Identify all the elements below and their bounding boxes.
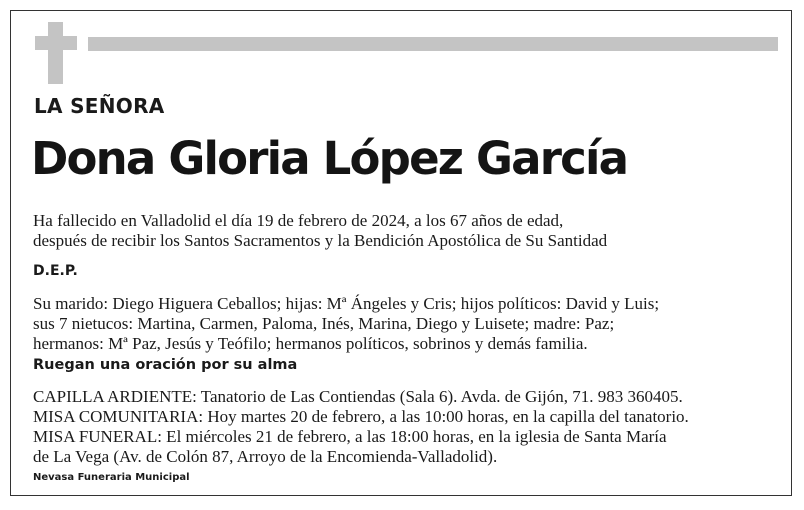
- family-line: hermanos: Mª Paz, Jesús y Teófilo; hermanos políticos, sobrinos y demás familia.: [33, 334, 588, 353]
- announcement-paragraph: [33, 211, 607, 251]
- announcement-line: Ha fallecido en Valladolid el día 19 de febrero de 2024, a los 67 años de edad,: [33, 211, 564, 230]
- funeral-home-credit: Nevasa Funeraria Municipal: [33, 472, 190, 483]
- deceased-name: Dona Gloria López García: [31, 132, 628, 185]
- cross-vertical-bar: [48, 22, 63, 84]
- dep-label: D.E.P.: [33, 263, 78, 279]
- family-line: sus 7 nietucos: Martina, Carmen, Paloma, Inés, Marina, Diego y Luisete; madre: Paz;: [33, 314, 615, 333]
- family-paragraph: [33, 294, 659, 354]
- services-paragraph: [33, 387, 689, 467]
- service-line: de La Vega (Av. de Colón 87, Arroyo de la Encomienda-Valladolid).: [33, 447, 498, 466]
- header-rule: [88, 37, 778, 51]
- service-line: MISA COMUNITARIA: Hoy martes 20 de febrero, a las 10:00 horas, en la capilla del tanatorio.: [33, 407, 689, 426]
- service-line: CAPILLA ARDIENTE: Tanatorio de Las Contiendas (Sala 6). Avda. de Gijón, 71. 983 360405.: [33, 387, 683, 406]
- service-line: MISA FUNERAL: El miércoles 21 de febrero, a las 18:00 horas, en la iglesia de Santa María: [33, 427, 667, 446]
- prayer-request: Ruegan una oración por su alma: [33, 357, 298, 373]
- family-line: Su marido: Diego Higuera Ceballos; hijas: Mª Ángeles y Cris; hijos políticos: David y Luis;: [33, 294, 660, 313]
- honorific-prefix: LA SEÑORA: [34, 94, 165, 118]
- announcement-line: después de recibir los Santos Sacramentos y la Bendición Apostólica de Su Santidad: [33, 231, 608, 250]
- cross-horizontal-bar: [35, 36, 77, 50]
